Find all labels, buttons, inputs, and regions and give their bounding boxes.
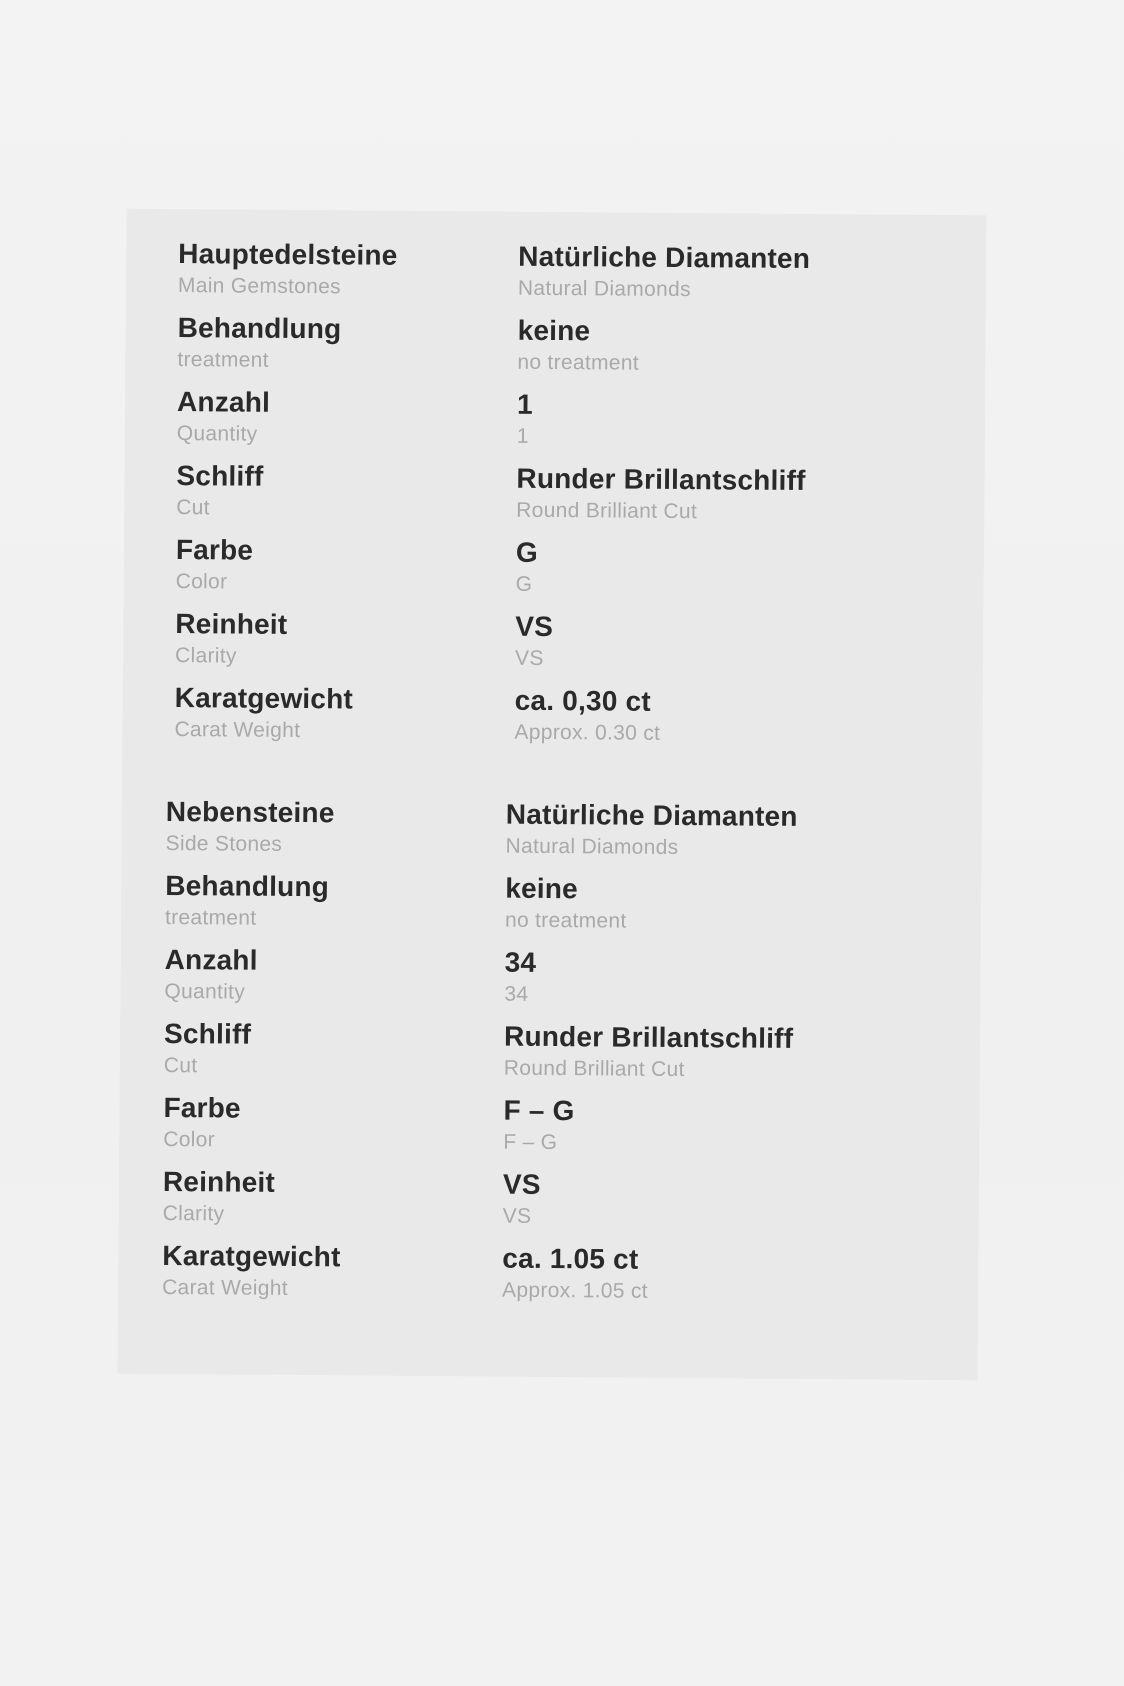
value-de: 34: [504, 946, 537, 978]
spec-label: [164, 943, 494, 1010]
value-en: Approx. 1.05 ct: [502, 1278, 648, 1303]
spec-row-color: [175, 533, 1036, 614]
label-de: Schliff: [176, 460, 264, 492]
label-en: treatment: [164, 905, 257, 930]
label-en: Quantity: [176, 422, 258, 446]
label-de: Behandlung: [165, 869, 330, 903]
label-en: Cut: [163, 1053, 198, 1078]
type-en: Natural Diamonds: [517, 276, 691, 302]
value-en: F – G: [503, 1130, 558, 1155]
spec-label: [165, 869, 495, 936]
value-en: no treatment: [517, 350, 639, 375]
spec-label: [162, 1239, 492, 1306]
value-de: F – G: [503, 1094, 575, 1127]
side-stones-section: [162, 795, 1026, 1320]
spec-row-quantity: [177, 385, 1038, 466]
label-en: Clarity: [174, 644, 237, 668]
spec-value: [505, 872, 945, 939]
value-en: 1: [516, 424, 529, 448]
label-de: Karatgewicht: [174, 682, 354, 715]
spec-row-clarity: [175, 607, 1036, 688]
label-en: Quantity: [164, 979, 246, 1004]
spec-value: [517, 314, 957, 381]
heading-en: Main Gemstones: [177, 274, 342, 299]
heading-de: Hauptedelsteine: [178, 238, 398, 271]
type-de: Natürliche Diamanten: [518, 240, 811, 275]
value-de: keine: [505, 872, 578, 905]
value-de: Runder Brillantschliff: [503, 1020, 794, 1054]
label-en: Carat Weight: [174, 718, 301, 743]
spec-value: [504, 1020, 944, 1087]
side-stones-type: [505, 798, 945, 865]
value-de: VS: [502, 1168, 541, 1200]
spec-label: [163, 1165, 493, 1232]
spec-row-cut: [164, 1017, 1025, 1098]
side-stones-heading: [165, 795, 495, 862]
spec-value: [517, 388, 957, 455]
label-de: Farbe: [175, 534, 254, 566]
main-stones-section: [174, 237, 1038, 762]
value-de: Runder Brillantschliff: [516, 462, 806, 496]
spec-label: [164, 1017, 494, 1084]
spec-label: [163, 1091, 493, 1158]
label-de: Karatgewicht: [162, 1239, 341, 1273]
spec-label: [177, 311, 507, 378]
value-de: 1: [516, 388, 533, 420]
label-en: Color: [163, 1127, 216, 1152]
value-en: Round Brilliant Cut: [503, 1056, 685, 1082]
label-de: Farbe: [163, 1091, 241, 1124]
spec-value: [516, 462, 956, 529]
spec-label: [177, 385, 507, 452]
spec-row-treatment: [165, 869, 1026, 950]
label-de: Anzahl: [176, 386, 271, 418]
spec-value: [516, 536, 956, 603]
value-en: 34: [504, 982, 529, 1006]
spec-row-clarity: [162, 1165, 1023, 1246]
type-de: Natürliche Diamanten: [505, 798, 798, 832]
side-stones-heading-row: [165, 795, 1026, 876]
label-en: treatment: [177, 348, 269, 372]
spec-label: [176, 459, 506, 526]
label-de: Behandlung: [177, 312, 342, 345]
type-en: Natural Diamonds: [505, 834, 679, 859]
spec-value: [515, 610, 955, 677]
spec-row-color: [163, 1091, 1024, 1172]
label-de: Schliff: [163, 1017, 252, 1050]
spec-row-quantity: [164, 943, 1025, 1024]
spec-row-treatment: [177, 311, 1038, 392]
heading-en: Side Stones: [165, 831, 283, 856]
main-stones-type: [518, 240, 958, 307]
spec-row-cut: [176, 459, 1037, 540]
value-en: Round Brilliant Cut: [516, 498, 698, 524]
value-en: no treatment: [504, 908, 627, 933]
label-en: Clarity: [162, 1201, 225, 1226]
main-stones-heading-row: [178, 237, 1039, 318]
heading-de: Nebensteine: [165, 795, 335, 829]
spec-label: [174, 681, 504, 748]
value-en: VS: [514, 646, 544, 670]
spec-value: [502, 1242, 942, 1309]
label-en: Cut: [176, 496, 210, 520]
spec-label: [175, 607, 505, 674]
label-en: Carat Weight: [162, 1275, 288, 1300]
main-stones-heading: [178, 237, 508, 304]
label-de: Reinheit: [175, 608, 288, 640]
spec-value: [514, 684, 954, 751]
spec-value: [503, 1168, 943, 1235]
value-de: ca. 0,30 ct: [514, 684, 651, 717]
value-en: G: [515, 572, 533, 596]
spec-row-carat-weight: [174, 681, 1035, 762]
value-de: VS: [515, 610, 554, 643]
value-de: G: [515, 536, 539, 568]
label-de: Reinheit: [162, 1165, 276, 1198]
spec-row-carat-weight: [162, 1239, 1023, 1320]
gemstone-spec-panel: [117, 209, 986, 1381]
spec-label: [176, 533, 506, 600]
value-de: keine: [517, 314, 591, 347]
value-de: ca. 1.05 ct: [502, 1242, 639, 1275]
label-de: Anzahl: [164, 943, 258, 976]
spec-value: [504, 946, 944, 1013]
spec-value: [503, 1094, 943, 1161]
value-en: Approx. 0.30 ct: [514, 720, 661, 745]
label-en: Color: [175, 570, 228, 594]
value-en: VS: [502, 1204, 532, 1228]
